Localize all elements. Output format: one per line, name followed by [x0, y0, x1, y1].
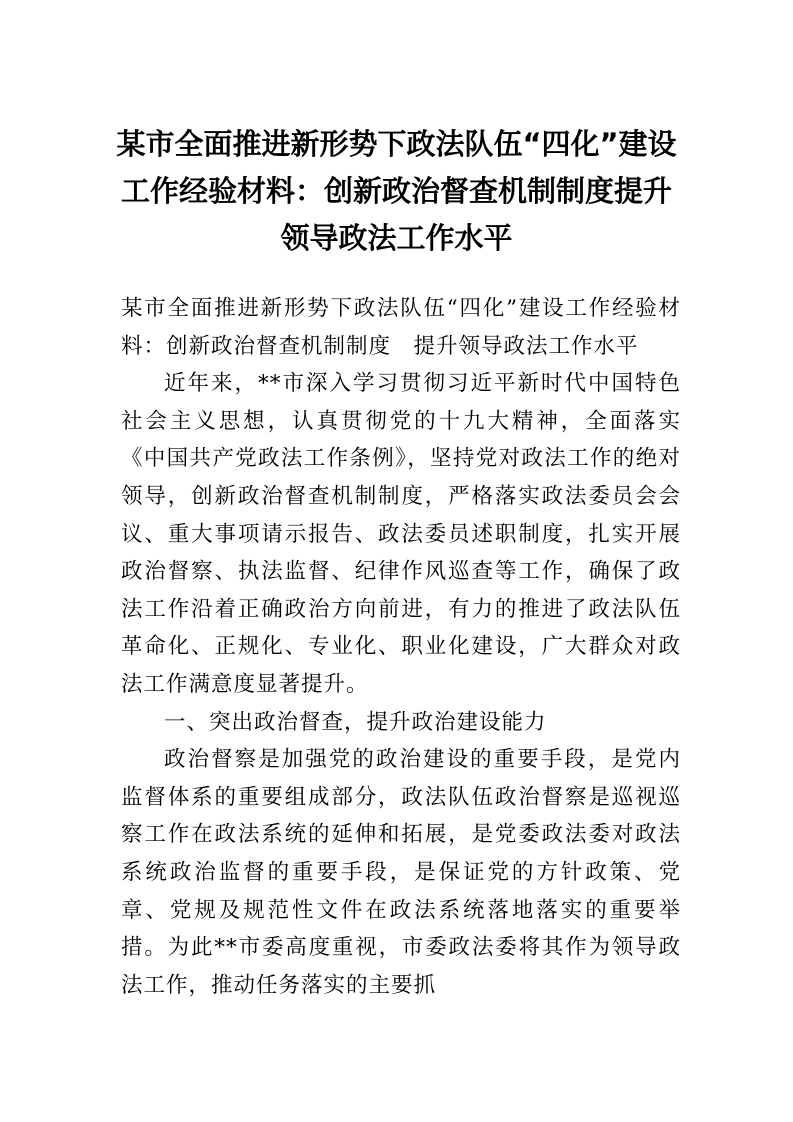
document-body — [121, 290, 681, 1004]
section-heading: 一、突出政治督查，提升政治建设能力 — [164, 709, 547, 735]
subtitle-paragraph: 某市全面推进新形势下政法队伍“四化”建设工作经验材料：创新政治督查机制制度 提升领导政法工作水平 — [121, 296, 681, 359]
intro-paragraph: 近年来，**市深入学习贯彻习近平新时代中国特色社会主义思想，认真贯彻党的十九大精神，全面落实《中国共产党政法工作条例》，坚持党对政法工作的绝对领导，创新政治督查机制制度，严格落实政法委员会会议、重大事项请示报告、政法委员述职制度，扎实开展政治督察、执法监督、纪律作风巡查等工作，确保了政法工作沿着正确政治方向前进，有力的推进了政法队伍革命化、正规化、专业化、职业化建设，广大群众对政法工作满意度显著提升。 — [121, 371, 681, 697]
section-paragraph: 政治督察是加强党的政治建设的重要手段，是党内监督体系的重要组成部分，政法队伍政治督察是巡视巡察工作在政法系统的延伸和拓展，是党委政法委对政法系统政治监督的重要手段，是保证党的方针政策、党章、党规及规范性文件在政法系统落地落实的重要举措。为此**市委高度重视，市委政法委将其作为领导政法工作，推动任务落实的主要抓 — [121, 747, 681, 998]
document-title: 某市全面推进新形势下政法队伍“四化”建设工作经验材料：创新政治督查机制制度提升领导政法工作水平 — [116, 127, 677, 255]
